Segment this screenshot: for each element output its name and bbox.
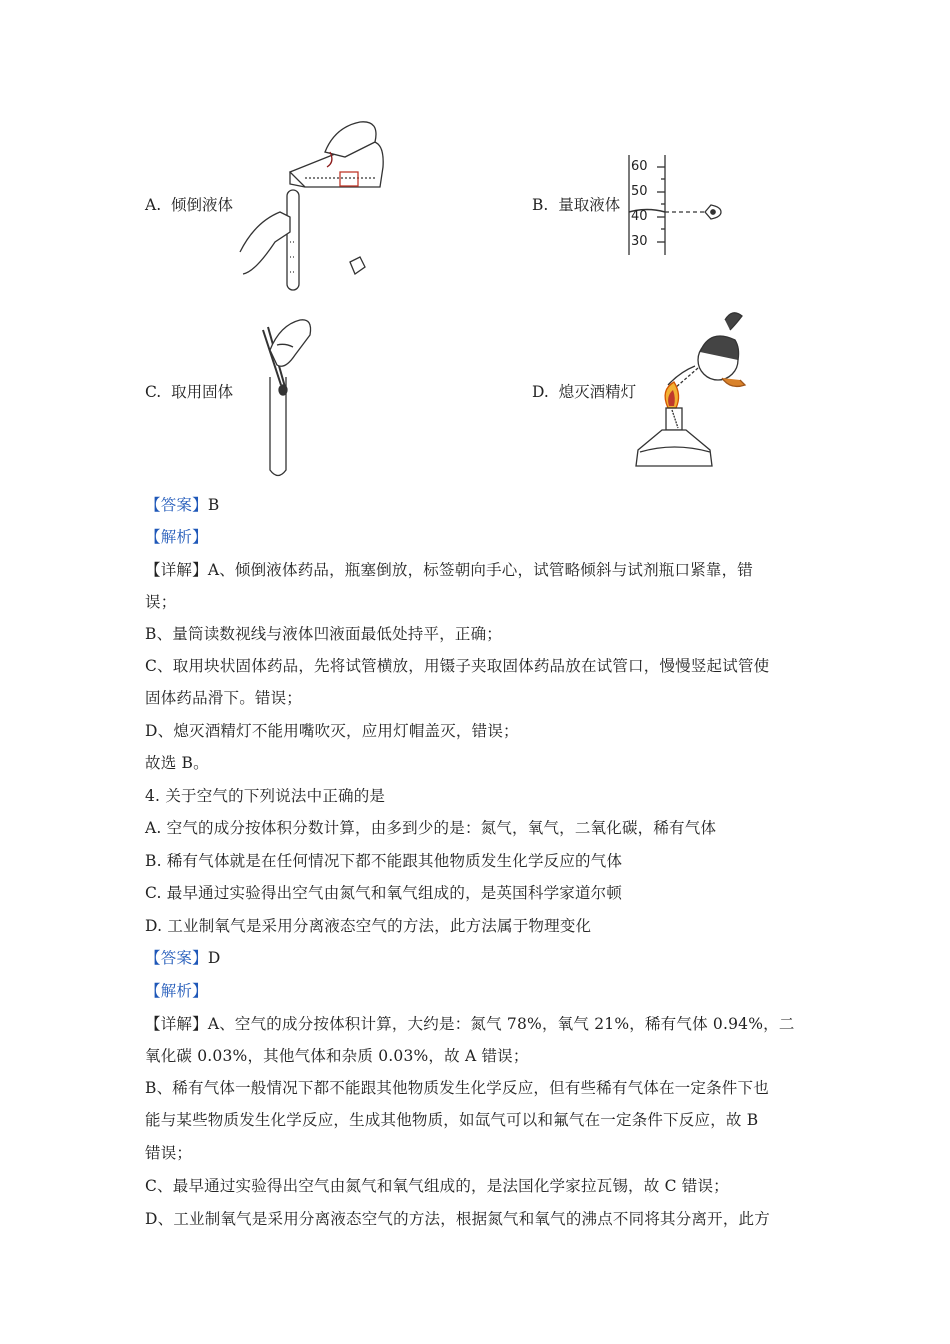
q4-stem: 4. 关于空气的下列说法中正确的是 <box>145 787 386 805</box>
q4-detail-line-1 <box>145 1012 795 1034</box>
q3-answer-value: B <box>207 496 220 514</box>
q3-detail-line-3: B、量筒读数视线与液体凹液面最低处持平，正确； <box>145 625 502 643</box>
q4-option-c: C. 最早通过实验得出空气由氮气和氧气组成的，是英国科学家道尔顿 <box>145 884 623 902</box>
q4-detail-line-4: 能与某些物质发生化学反应，生成其他物质，如氙气可以和氟气在一定条件下反应，故 B <box>145 1111 759 1129</box>
option-b-label: B. 量取液体 <box>532 196 621 214</box>
pouring-liquid-illustration <box>235 112 395 292</box>
option-c-label: C. 取用固体 <box>145 383 234 401</box>
q4-answer-tag: 【答案】 <box>145 949 208 967</box>
tick-label-60: 60 <box>631 159 648 174</box>
tick-label-30: 30 <box>631 234 648 249</box>
q3-detail-line-4: C、取用块状固体药品，先将试管横放，用镊子夹取固体药品放在试管口，慢慢竖起试管使 <box>145 657 770 675</box>
q3-detail-text-1: A、倾倒液体药品，瓶塞倒放，标签朝向手心，试管略倾斜与试剂瓶口紧靠，错 <box>207 561 754 579</box>
q4-detail-line-6: C、最早通过实验得出空气由氮气和氧气组成的，是法国化学家拉瓦锡，故 C 错误； <box>145 1177 729 1195</box>
option-a-label: A. 倾倒液体 <box>145 196 233 214</box>
q3-detail-line-1 <box>145 558 753 580</box>
q4-option-a: A. 空气的成分按体积分数计算，由多到少的是：氮气，氧气，二氧化碳，稀有气体 <box>145 819 717 837</box>
tick-label-40: 40 <box>631 209 648 224</box>
q4-detail-tag: 【详解】 <box>145 1015 208 1033</box>
option-d-label: D. 熄灭酒精灯 <box>532 383 637 401</box>
q3-detail-tag: 【详解】 <box>145 561 208 579</box>
q4-option-b: B. 稀有气体就是在任何情况下都不能跟其他物质发生化学反应的气体 <box>145 852 623 870</box>
q3-analysis-tag: 【解析】 <box>145 528 208 546</box>
q4-option-d: D. 工业制氧气是采用分离液态空气的方法，此方法属于物理变化 <box>145 917 592 935</box>
q4-detail-text-1: A、空气的成分按体积计算，大约是：氮气 78%，氧气 21%，稀有气体 0.94%，二 <box>207 1015 795 1033</box>
q3-answer-tag: 【答案】 <box>145 496 208 514</box>
tick-label-50: 50 <box>631 184 648 199</box>
q4-detail-line-3: B、稀有气体一般情况下都不能跟其他物质发生化学反应，但有些稀有气体在一定条件下也 <box>145 1079 769 1097</box>
q4-detail-line-2: 氧化碳 0.03%，其他气体和杂质 0.03%，故 A 错误； <box>145 1047 529 1065</box>
q3-detail-line-6: D、熄灭酒精灯不能用嘴吹灭，应用灯帽盖灭，错误； <box>145 722 519 740</box>
q4-detail-line-7: D、工业制氧气是采用分离液态空气的方法，根据氮气和氧气的沸点不同将其分离开，此方 <box>145 1210 770 1228</box>
q4-answer <box>145 946 220 968</box>
alcohol-lamp-illustration <box>640 300 760 470</box>
q3-detail-line-7: 故选 B。 <box>145 754 209 772</box>
q3-detail-line-5: 固体药品滑下。错误； <box>145 689 303 707</box>
q3-answer <box>145 493 219 515</box>
q3-detail-line-2: 误； <box>145 593 177 611</box>
q4-analysis-tag: 【解析】 <box>145 982 208 1000</box>
q4-detail-line-5: 错误； <box>145 1144 193 1162</box>
taking-solid-illustration <box>255 315 325 480</box>
q4-answer-value: D <box>207 949 221 967</box>
